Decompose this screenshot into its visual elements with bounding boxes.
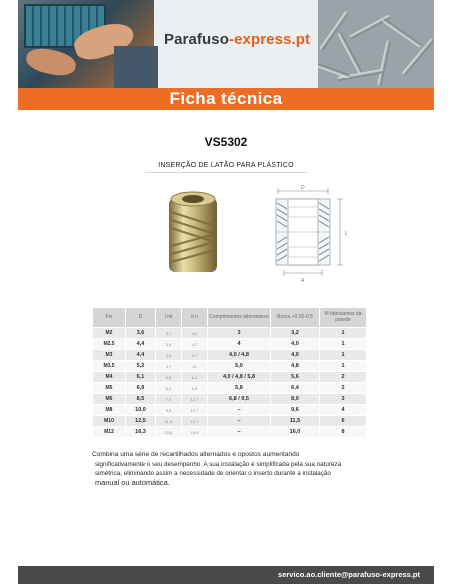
cell-drill: 4,0 [271,350,320,361]
cell-fio: M12 [93,427,126,438]
cell-l: 3,9 [156,339,182,350]
cell-d: 4,4 [126,339,156,350]
brand-accent: -express.pt [229,31,311,48]
cell-d: 3,6 [126,328,156,339]
cell-d2: 4,7 [182,339,208,350]
cell-alt-lengths: 4,0 / 4,8 [208,350,271,361]
description-line-2: significativamente o seu desempenho. A sua instalação é simplificada pela sua natureza [95,460,342,468]
cell-wall: 1 [320,328,367,339]
cell-d: 10,0 [126,405,156,416]
column-header-drill: Broca +0,05-0,5 [271,308,320,328]
cell-d: 6,1 [126,372,156,383]
technical-diagram [258,183,358,286]
cell-l: 15,8 [156,427,182,438]
cell-l: 7,9 [156,394,182,405]
column-header-fio: Fio [93,308,126,328]
brand-main: Parafuso [164,31,229,48]
cell-d2: 11 [182,361,208,372]
spec-table [92,307,367,438]
product-subtitle: INSERÇÃO DE LATÃO PARA PLÁSTICO [158,162,294,169]
table-row [93,394,367,405]
cell-drill: 5,6 [271,372,320,383]
cell-drill: 6,4 [271,383,320,394]
cell-wall: 3 [320,394,367,405]
cell-d2: 12,7 [182,405,208,416]
table-row [93,372,367,383]
cell-d2: 12,7 [182,416,208,427]
table-row [93,350,367,361]
cell-drill: 16,0 [271,427,320,438]
cell-d: 6,9 [126,383,156,394]
contact-email: servico.ao.cliente@parafuso-express.pt [278,570,420,579]
cell-d2: 9,5 [182,383,208,394]
cell-alt-lengths: 6,8 / 9,5 [208,394,271,405]
cell-d: 16,3 [126,427,156,438]
cell-fio: M8 [93,405,126,416]
cell-l: 9,5 [156,405,182,416]
cell-l: 5,5 [156,372,182,383]
cell-fio: M10 [93,416,126,427]
footer [18,566,434,584]
cell-d2: 5,7 [182,350,208,361]
screws-photo [318,0,434,88]
product-code: VS5302 [204,135,248,149]
cell-fio: M3 [93,350,126,361]
cell-alt-lengths: 5,0 [208,361,271,372]
cell-fio: M2.5 [93,339,126,350]
cell-d2: 15,9 [182,427,208,438]
diagram-label-d: D [301,185,305,191]
title-banner [18,88,434,110]
brand-logo [164,31,310,48]
cell-d: 5,2 [126,361,156,372]
cell-d2: 12,7 [182,394,208,405]
column-header-l: l mi [156,308,182,328]
table-header-row [93,308,367,328]
spec-table-head [93,308,367,328]
cell-alt-lengths: 5,8 [208,383,271,394]
cell-fio: M2 [93,328,126,339]
cell-fio: M4 [93,372,126,383]
cell-wall: 2 [320,372,367,383]
header [18,0,434,88]
cell-d: 4,4 [126,350,156,361]
table-row [93,405,367,416]
cell-l: 3,9 [156,350,182,361]
cell-wall: 1 [320,361,367,372]
table-row [93,383,367,394]
cell-drill: 4,0 [271,339,320,350]
cell-l: 4,7 [156,361,182,372]
cell-l: 11,5 [156,416,182,427]
workshop-hands-photo [18,0,154,88]
cell-alt-lengths: – [208,427,271,438]
cell-drill: 3,2 [271,328,320,339]
cell-wall: 8 [320,427,367,438]
table-row [93,427,367,438]
cell-wall: 4 [320,405,367,416]
table-row [93,416,367,427]
cell-fio: M6 [93,394,126,405]
banner-title: Ficha técnica [169,89,283,108]
cell-wall: 2 [320,383,367,394]
cell-drill: 8,0 [271,394,320,405]
column-header-wall: M fabricamos da parede [320,308,367,328]
description-line-4: manual ou automática. [95,477,170,487]
cell-drill: 11,5 [271,416,320,427]
cell-alt-lengths: 4 [208,339,271,350]
cell-d2: 8,1 [182,372,208,383]
description-line-1: Combina uma série de recartilhados alternados e opostos aumentando [92,451,300,458]
cell-d: 8,5 [126,394,156,405]
cell-wall: 1 [320,339,367,350]
description [92,450,382,489]
table-row [93,328,367,339]
cell-wall: 6 [320,416,367,427]
column-header-d: D [126,308,156,328]
cell-d2: 4,0 [182,328,208,339]
cell-alt-lengths: 3 [208,328,271,339]
table-row [93,339,367,350]
cell-d: 12,5 [126,416,156,427]
diagram-label-a: A [301,278,305,284]
description-line-3: simétrica, eliminando assim a necessidade de orientar o inserto durante a instalação [95,469,331,477]
column-header-d2: d o [182,308,208,328]
cell-alt-lengths: – [208,416,271,427]
cell-fio: M3.5 [93,361,126,372]
cell-alt-lengths: 4,0 / 4,8 / 5,8 [208,372,271,383]
cell-wall: 1 [320,350,367,361]
column-header-alt-lengths: Comprimentos alternativos [208,308,271,328]
cell-alt-lengths: – [208,405,271,416]
diagram-label-l: L [345,231,348,237]
cell-l: 6,3 [156,383,182,394]
cell-drill: 4,8 [271,361,320,372]
spec-table-body [93,328,367,438]
brass-insert-photo [165,190,221,276]
cell-drill: 9,6 [271,405,320,416]
subtitle-divider [145,172,307,173]
table-row [93,361,367,372]
cell-l: 3,1 [156,328,182,339]
cell-fio: M5 [93,383,126,394]
